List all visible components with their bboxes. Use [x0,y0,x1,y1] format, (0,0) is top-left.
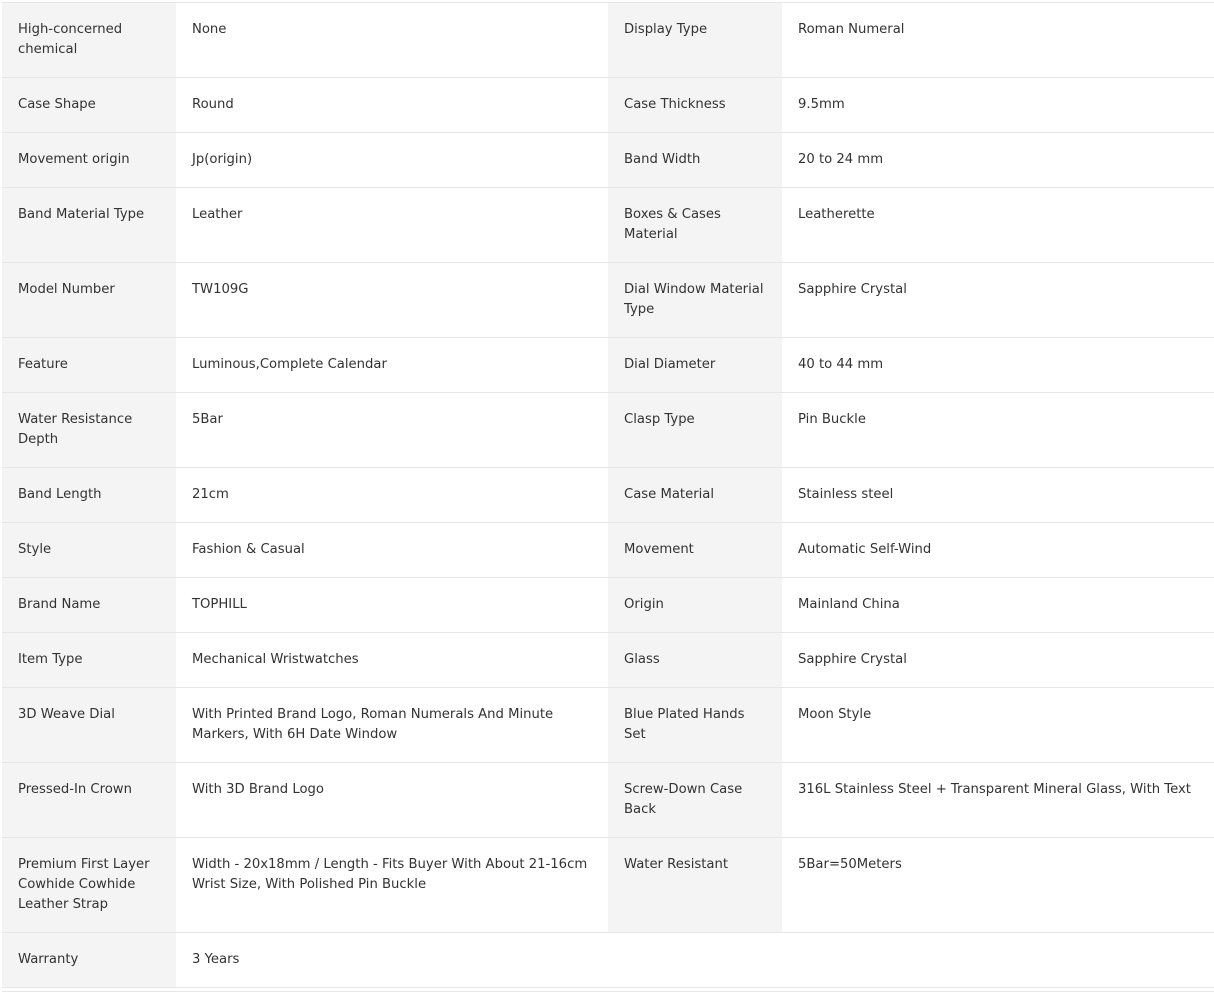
spec-row [2,523,1214,578]
spec-label: Feature [2,338,176,393]
spec-value: Width - 20x18mm / Length - Fits Buyer With About 21-16cm Wrist Size, With Polished Pin Buckle [176,838,608,933]
spec-label: Dial Window Material Type [608,263,782,338]
spec-value: Mechanical Wristwatches [176,633,608,688]
spec-value: With Printed Brand Logo, Roman Numerals And Minute Markers, With 6H Date Window [176,688,608,763]
spec-row [2,468,1214,523]
spec-row [2,338,1214,393]
spec-value: Pin Buckle [782,393,1214,468]
spec-value: TW109G [176,263,608,338]
spec-row [2,633,1214,688]
spec-label: Item Type [2,633,176,688]
spec-label: Warranty [2,933,176,988]
spec-value: 9.5mm [782,78,1214,133]
spec-label: Premium First Layer Cowhide Cowhide Leather Strap [2,838,176,933]
spec-value: Stainless steel [782,468,1214,523]
spec-label: Model Number [2,263,176,338]
spec-value: 5Bar=50Meters [782,838,1214,933]
spec-value: 40 to 44 mm [782,338,1214,393]
spec-value: Luminous,Complete Calendar [176,338,608,393]
spec-row [2,578,1214,633]
spec-label: Case Material [608,468,782,523]
spec-label: Water Resistant [608,838,782,933]
spec-label: Clasp Type [608,393,782,468]
spec-label: Dial Diameter [608,338,782,393]
spec-row [2,263,1214,338]
spec-table [2,2,1214,988]
spec-label: Screw-Down Case Back [608,763,782,838]
spec-label: Style [2,523,176,578]
spec-label: Pressed-In Crown [2,763,176,838]
spec-row [2,133,1214,188]
spec-label: Glass [608,633,782,688]
spec-empty-cell [782,933,1214,988]
spec-value: Sapphire Crystal [782,633,1214,688]
spec-value: 5Bar [176,393,608,468]
spec-row [2,763,1214,838]
spec-empty-cell [608,933,782,988]
spec-value: Mainland China [782,578,1214,633]
spec-label: Movement origin [2,133,176,188]
spec-value: Leather [176,188,608,263]
spec-value: Leatherette [782,188,1214,263]
spec-label: Case Shape [2,78,176,133]
spec-label: Blue Plated Hands Set [608,688,782,763]
spec-value: Moon Style [782,688,1214,763]
spec-value: With 3D Brand Logo [176,763,608,838]
spec-row [2,393,1214,468]
spec-value: Roman Numeral [782,3,1214,78]
spec-value: 316L Stainless Steel + Transparent Mineral Glass, With Text [782,763,1214,838]
spec-label: Band Width [608,133,782,188]
spec-row [2,78,1214,133]
spec-value: Automatic Self-Wind [782,523,1214,578]
spec-value: Fashion & Casual [176,523,608,578]
spec-value: 20 to 24 mm [782,133,1214,188]
spec-label: Case Thickness [608,78,782,133]
spec-row [2,688,1214,763]
spec-value: 21cm [176,468,608,523]
spec-value: TOPHILL [176,578,608,633]
spec-row [2,933,1214,988]
spec-value: None [176,3,608,78]
spec-value: Sapphire Crystal [782,263,1214,338]
spec-row [2,188,1214,263]
spec-label: Water Resistance Depth [2,393,176,468]
spec-row [2,3,1214,78]
bottom-divider [2,991,1214,992]
spec-value: 3 Years [176,933,608,988]
spec-label: Boxes & Cases Material [608,188,782,263]
spec-value: Round [176,78,608,133]
spec-value: Jp(origin) [176,133,608,188]
spec-label: 3D Weave Dial [2,688,176,763]
spec-label: Display Type [608,3,782,78]
spec-label: Band Material Type [2,188,176,263]
spec-label: Origin [608,578,782,633]
spec-label: Movement [608,523,782,578]
spec-row [2,838,1214,933]
spec-label: Brand Name [2,578,176,633]
spec-label: Band Length [2,468,176,523]
spec-label: High-concerned chemical [2,3,176,78]
